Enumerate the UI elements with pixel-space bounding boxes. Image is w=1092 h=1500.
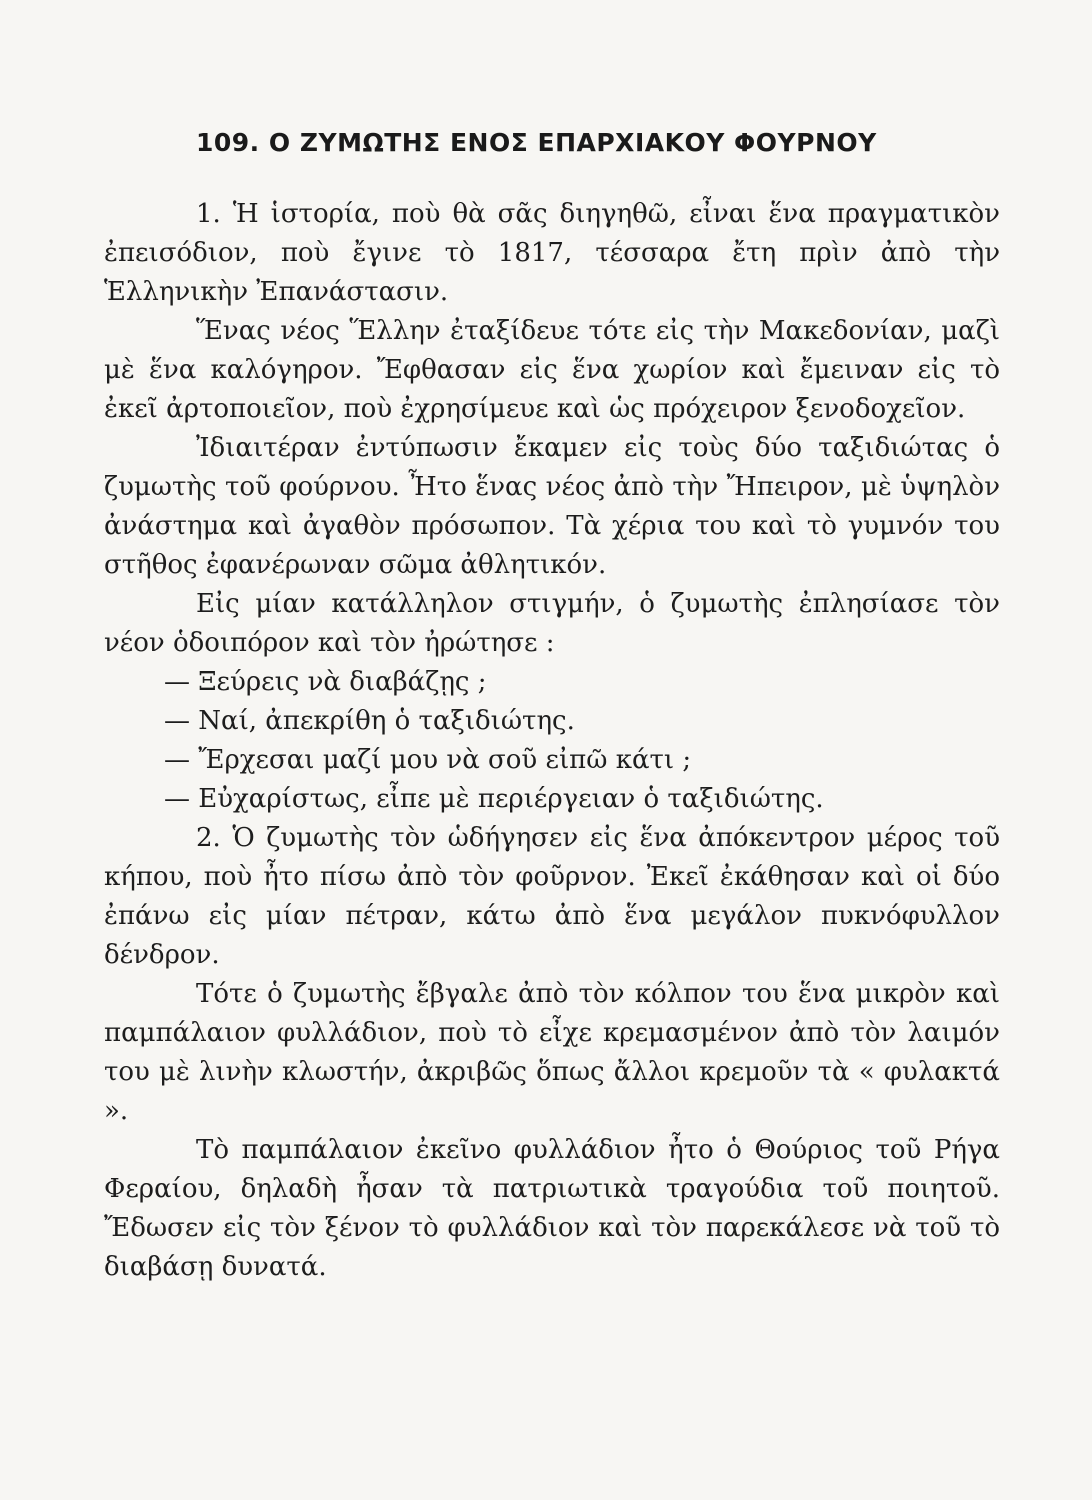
dialogue-line: — Ναί, ἀπεκρίθη ὁ ταξιδιώτης. <box>164 706 575 736</box>
paragraph-2: Ἕνας νέος Ἕλλην ἐταξίδευε τότε εἰς τὴν Μακεδονίαν, μαζὶ μὲ ἕνα καλόγηρον. Ἔφθασαν εἰς ἕνα χωρίον καὶ ἔμειναν εἰς τὸ ἐκεῖ ἀρτοποιεῖον, ποὺ ἐχρησίμευε καὶ ὡς πρόχειρον ξενοδοχεῖον. <box>104 316 1000 424</box>
chapter-body <box>104 195 1000 1287</box>
paragraph-4: Εἰς μίαν κατάλληλον στιγμήν, ὁ ζυμωτὴς ἐπλησίασε τὸν νέον ὁδοιπόρον καὶ τὸν ἠρώτησε : <box>104 589 1000 658</box>
dialogue-line: — Ξεύρεις νὰ διαβάζῃς ; <box>164 667 487 697</box>
paragraph-1: 1. Ἡ ἱστορία, ποὺ θὰ σᾶς διηγηθῶ, εἶναι ἕνα πραγματικὸν ἐπεισόδιον, ποὺ ἔγινε τὸ 1817, τέσσαρα ἔτη πρὶν ἀπὸ τὴν Ἑλληνικὴν Ἐπανάστασιν. <box>104 199 1000 307</box>
paragraph-5: 2. Ὁ ζυμωτὴς τὸν ὡδήγησεν εἰς ἕνα ἀπόκεντρον μέρος τοῦ κήπου, ποὺ ἦτο πίσω ἀπὸ τὸν φοῦρνον. Ἐκεῖ ἐκάθησαν καὶ οἱ δύο ἐπάνω εἰς μίαν πέτραν, κάτω ἀπὸ ἕνα μεγάλον πυκνόφυλλον δένδρον. <box>104 823 1000 970</box>
paragraph-7: Τὸ παμπάλαιον ἐκεῖνο φυλλάδιον ἦτο ὁ Θούριος τοῦ Ρήγα Φεραίου, δηλαδὴ ἦσαν τὰ πατριωτικὰ τραγούδια τοῦ ποιητοῦ. Ἔδωσεν εἰς τὸν ξένον τὸ φυλλάδιον καὶ τὸν παρεκάλεσε νὰ τοῦ τὸ διαβάσῃ δυνατά. <box>104 1135 1000 1282</box>
paragraph-3: Ἰδιαιτέραν ἐντύπωσιν ἔκαμεν εἰς τοὺς δύο ταξιδιώτας ὁ ζυμωτὴς τοῦ φούρνου. Ἦτο ἕνας νέος ἀπὸ τὴν Ἤπειρον, μὲ ὑψηλὸν ἀνάστημα καὶ ἀγαθὸν πρόσωπον. Τὰ χέρια του καὶ τὸ γυμνόν του στῆθος ἐφανέρωναν σῶμα ἀθλητικόν. <box>104 433 1000 580</box>
dialogue-line: — Εὐχαρίστως, εἶπε μὲ περιέργειαν ὁ ταξιδιώτης. <box>164 784 824 814</box>
dialogue-line: — Ἔρχεσαι μαζί μου νὰ σοῦ εἰπῶ κάτι ; <box>164 745 692 775</box>
paragraph-6: Τότε ὁ ζυμωτὴς ἔβγαλε ἀπὸ τὸν κόλπον του ἕνα μικρὸν καὶ παμπάλαιον φυλλάδιον, ποὺ τὸ εἶχε κρεμασμένον ἀπὸ τὸν λαιμόν του μὲ λινὴν κλωστήν, ἀκριβῶς ὅπως ἄλλοι κρεμοῦν τὰ « φυλακτά ». <box>104 979 1000 1126</box>
chapter-title: 109. Ο ΖΥΜΩΤΗΣ ΕΝΟΣ ΕΠΑΡΧΙΑΚΟΥ ΦΟΥΡΝΟΥ <box>196 128 877 157</box>
